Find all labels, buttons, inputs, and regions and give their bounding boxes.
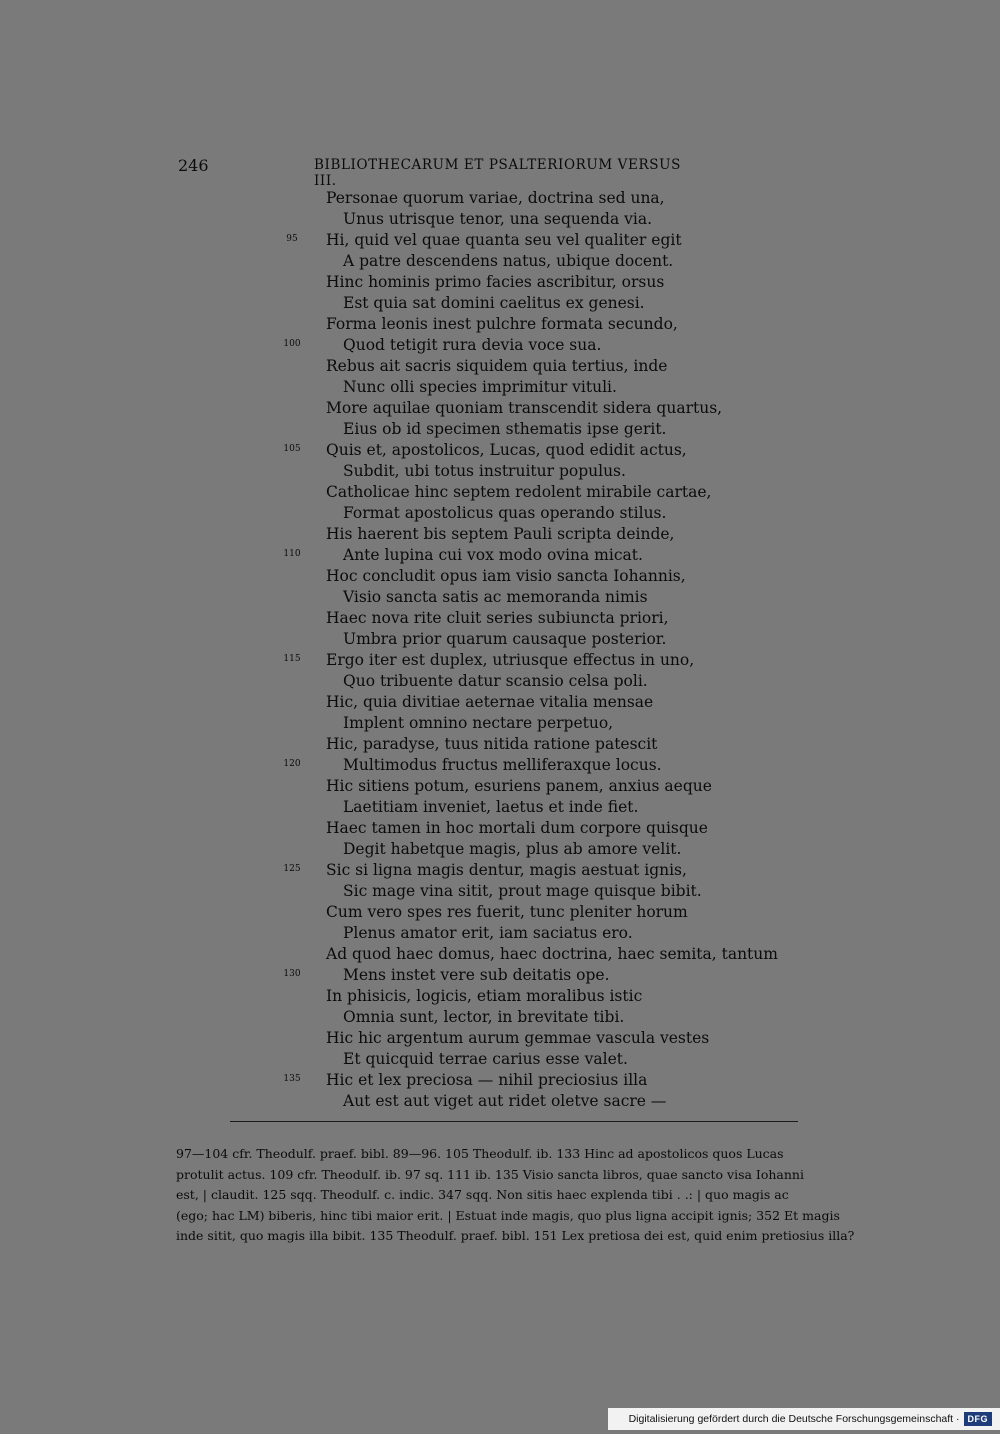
verse-text: Degit habetque magis, plus ab amore velit. (343, 840, 682, 858)
verse-text: Format apostolicus quas operando stilus. (343, 504, 667, 522)
verse-line (0, 1007, 1000, 1028)
verse-text: Visio sancta satis ac memoranda nimis (343, 588, 648, 606)
verse-line (0, 314, 1000, 335)
verse-text: Hi, quid vel quae quanta seu vel qualiter egit (326, 231, 682, 249)
verse-line (0, 818, 1000, 839)
verse-line (0, 440, 1000, 461)
verse-text: Quo tribuente datur scansio celsa poli. (343, 672, 648, 690)
verse-line (0, 293, 1000, 314)
verse-text: Et quicquid terrae carius esse valet. (343, 1050, 628, 1068)
verse-line (0, 692, 1000, 713)
verse-line (0, 209, 1000, 230)
verse-text: Forma leonis inest pulchre formata secundo, (326, 315, 678, 333)
verse-line (0, 671, 1000, 692)
verse-text: Plenus amator erit, iam saciatus ero. (343, 924, 633, 942)
verse-line (0, 776, 1000, 797)
verse-line (0, 251, 1000, 272)
line-number: 125 (283, 864, 301, 874)
line-number: 130 (283, 969, 301, 979)
verse-line (0, 461, 1000, 482)
verse-text: Rebus ait sacris siquidem quia tertius, inde (326, 357, 668, 375)
verse-text: Hic, quia divitiae aeternae vitalia mensae (326, 693, 654, 711)
verse-line (0, 734, 1000, 755)
verse-text: Haec nova rite cluit series subiuncta priori, (326, 609, 669, 627)
credit-text: Digitalisierung gefördert durch die Deutsche Forschungsgemeinschaft · (628, 1413, 960, 1425)
verse-line (0, 419, 1000, 440)
verse-text: Haec tamen in hoc mortali dum corpore quisque (326, 819, 708, 837)
verse-line (0, 860, 1000, 881)
verse-line (0, 650, 1000, 671)
verse-text: Hic sitiens potum, esuriens panem, anxius aeque (326, 777, 712, 795)
verse-text: Ergo iter est duplex, utriusque effectus in uno, (326, 651, 695, 669)
verse-text: Subdit, ubi totus instruitur populus. (343, 462, 626, 480)
verse-line (0, 713, 1000, 734)
verse-line (0, 230, 1000, 251)
verse-text: Hic et lex preciosa — nihil preciosius illa (326, 1071, 648, 1089)
running-title: BIBLIOTHECARUM ET PSALTERIORUM VERSUS III. (314, 157, 681, 189)
verse-line (0, 272, 1000, 293)
verse-text: Unus utrisque tenor, una sequenda via. (343, 210, 653, 228)
verse-text: Sic mage vina sitit, prout mage quisque bibit. (343, 882, 702, 900)
verse-text: Eius ob id specimen sthematis ipse gerit. (343, 420, 667, 438)
verse-line (0, 797, 1000, 818)
verse-line (0, 965, 1000, 986)
verse-line (0, 881, 1000, 902)
verse-text: Aut est aut viget aut ridet oletve sacre — (343, 1092, 667, 1110)
verse-line (0, 482, 1000, 503)
page-header (178, 156, 700, 189)
line-number: 110 (283, 549, 301, 559)
verse-text: Sic si ligna magis dentur, magis aestuat ignis, (326, 861, 687, 879)
verse-line (0, 629, 1000, 650)
verse-line (0, 1049, 1000, 1070)
verse-text: Hoc concludit opus iam visio sancta Iohannis, (326, 567, 686, 585)
verse-line (0, 839, 1000, 860)
verse-line (0, 986, 1000, 1007)
verse-text: Catholicae hinc septem redolent mirabile cartae, (326, 483, 712, 501)
digitization-credit-bar (608, 1408, 1000, 1430)
line-number: 105 (283, 444, 301, 454)
footnote-line: inde sitit, quo magis illa bibit. 135 Theodulf. praef. bibl. 151 Lex pretiosa dei est, quid enim pretiosius illa? (176, 1228, 855, 1243)
line-number: 95 (286, 234, 298, 244)
verse-text: Quis et, apostolicos, Lucas, quod edidit actus, (326, 441, 687, 459)
verse-text: Hic, paradyse, tuus nitida ratione patescit (326, 735, 658, 753)
verse-line (0, 1070, 1000, 1091)
verse-text: More aquilae quoniam transcendit sidera quartus, (326, 399, 723, 417)
verse-text: Mens instet vere sub deitatis ope. (343, 966, 610, 984)
verse-text: Umbra prior quarum causaque posterior. (343, 630, 667, 648)
line-number: 120 (283, 759, 301, 769)
line-number: 115 (283, 654, 301, 664)
verse-line (0, 755, 1000, 776)
verse-text: Hic hic argentum aurum gemmae vascula vestes (326, 1029, 710, 1047)
footnote-rule (230, 1121, 798, 1122)
verse-text: Personae quorum variae, doctrina sed una, (326, 189, 665, 207)
footnote-line: (ego; hac LM) biberis, hinc tibi maior erit. | Estuat inde magis, quo plus ligna accipit ignis; 352 Et magis (176, 1207, 840, 1223)
verse-line (0, 1091, 1000, 1112)
verse-text: Est quia sat domini caelitus ex genesi. (343, 294, 645, 312)
line-number: 100 (283, 339, 301, 349)
verse-text: Omnia sunt, lector, in brevitate tibi. (343, 1008, 625, 1026)
verse-line (0, 356, 1000, 377)
verse-line (0, 398, 1000, 419)
verse-text: Ante lupina cui vox modo ovina micat. (343, 546, 643, 564)
verse-line (0, 503, 1000, 524)
verse-line (0, 524, 1000, 545)
verse-line (0, 587, 1000, 608)
verse-line (0, 335, 1000, 356)
verse-text: Cum vero spes res fuerit, tunc pleniter horum (326, 903, 688, 921)
verse-text: Implent omnino nectare perpetuo, (343, 714, 614, 732)
verse-line (0, 1028, 1000, 1049)
verse-text: Quod tetigit rura devia voce sua. (343, 336, 602, 354)
verse-line (0, 188, 1000, 209)
page-number: 246 (178, 156, 209, 175)
dfg-logo-icon: DFG (964, 1412, 993, 1426)
verse-text: Hinc hominis primo facies ascribitur, orsus (326, 273, 665, 291)
verse-text: Multimodus fructus melliferaxque locus. (343, 756, 662, 774)
verse-text: Laetitiam inveniet, laetus et inde fiet. (343, 798, 639, 816)
verse-text: In phisicis, logicis, etiam moralibus istic (326, 987, 643, 1005)
verse-text: Ad quod haec domus, haec doctrina, haec semita, tantum (326, 945, 778, 963)
verse-line (0, 902, 1000, 923)
verse-line (0, 608, 1000, 629)
verse-text: Nunc olli species imprimitur vituli. (343, 378, 617, 396)
verse-line (0, 377, 1000, 398)
verse-text: His haerent bis septem Pauli scripta deinde, (326, 525, 675, 543)
footnote-line: est, | claudit. 125 sqq. Theodulf. c. indic. 347 sqq. Non sitis haec explenda tibi . .: | quo magis ac (176, 1187, 789, 1202)
footnote-line: protulit actus. 109 cfr. Theodulf. ib. 97 sq. 111 ib. 135 Visio sancta libros, quae sancto visa Iohanni (176, 1166, 804, 1182)
verse-line (0, 545, 1000, 566)
verse-line (0, 566, 1000, 587)
verse-line (0, 923, 1000, 944)
footnote-line: 97—104 cfr. Theodulf. praef. bibl. 89—96. 105 Theodulf. ib. 133 Hinc ad apostolicos quos Lucas (176, 1146, 784, 1161)
line-number: 135 (283, 1074, 301, 1084)
footnotes (176, 1144, 855, 1247)
verse-text: A patre descendens natus, ubique docent. (343, 252, 674, 270)
verse-line (0, 944, 1000, 965)
